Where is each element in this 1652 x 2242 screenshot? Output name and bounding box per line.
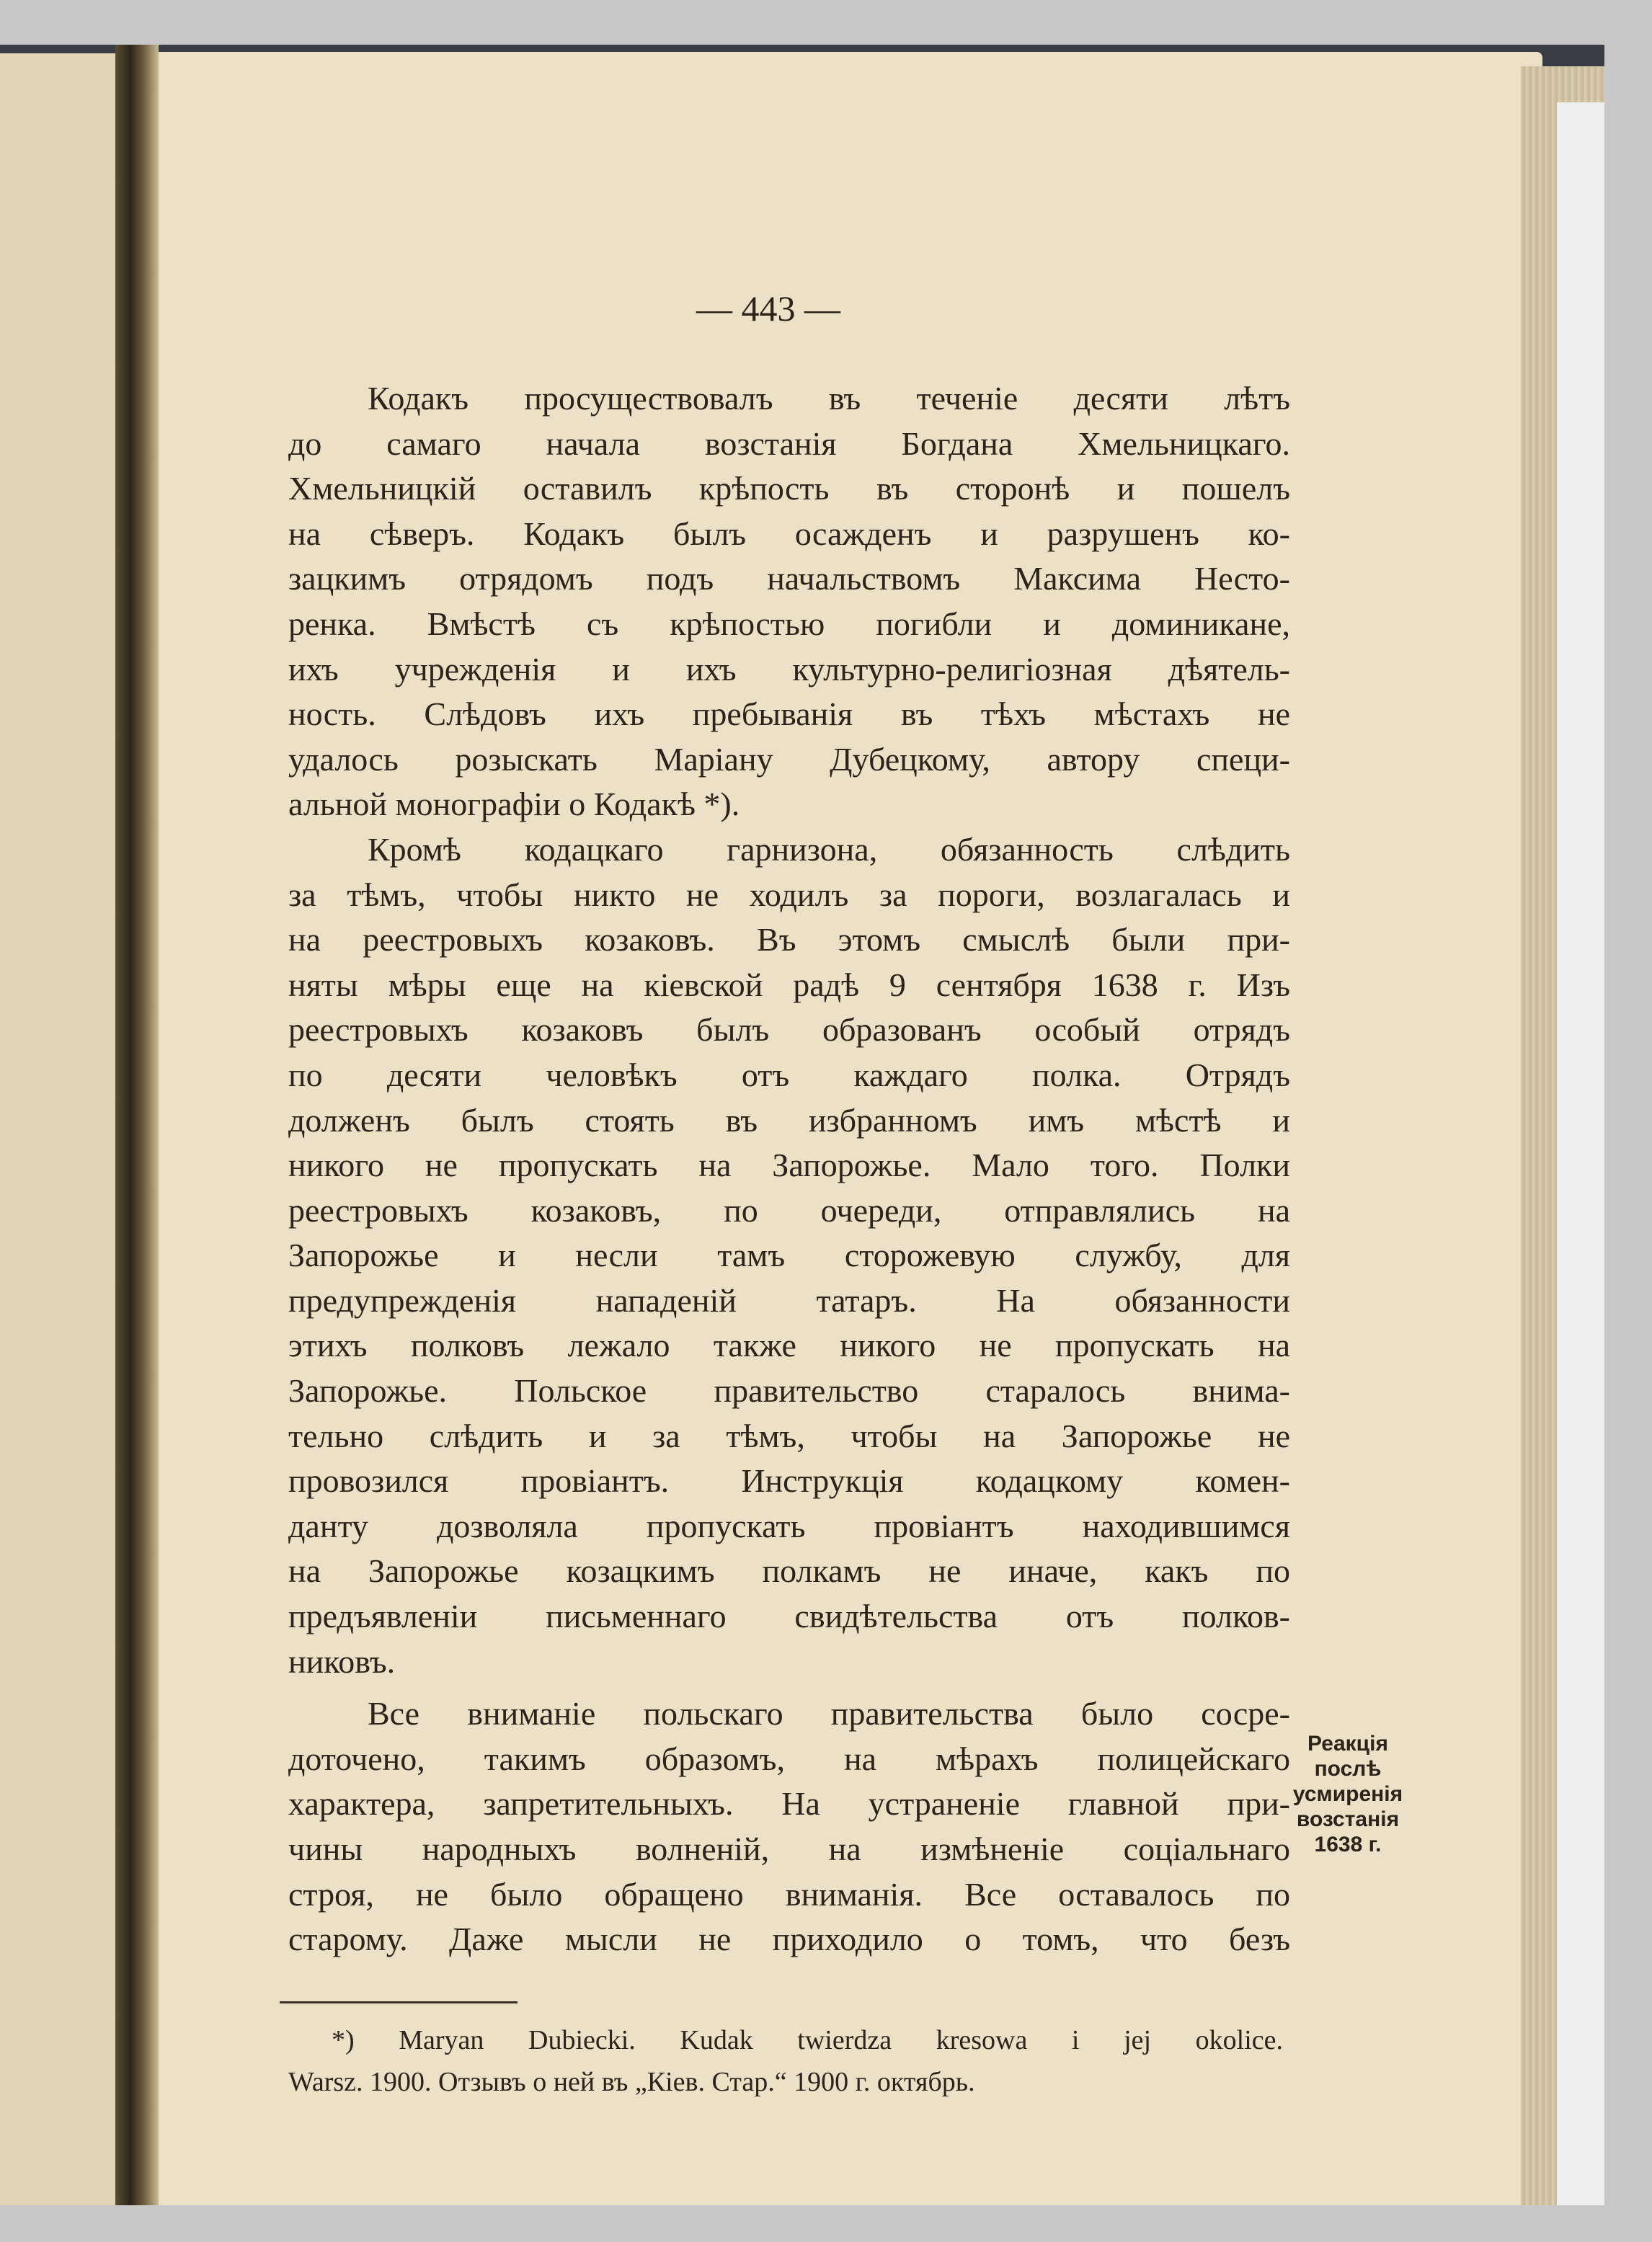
footnote (288, 2019, 1283, 2103)
scanner-margin (1557, 102, 1604, 2205)
side-note-line: 1638 г. (1314, 1833, 1382, 1856)
side-note-line: послѣ (1314, 1757, 1382, 1781)
text-line: долженъ былъ стоять въ избранномъ имъ мѣстѣ и (288, 1101, 1290, 1139)
text-line: тельно слѣдить и за тѣмъ, чтобы на Запорожье не (288, 1417, 1290, 1454)
text-line: на Запорожье козацкимъ полкамъ не иначе, какъ по (288, 1552, 1290, 1590)
text-line: няты мѣры еще на кіевской радѣ 9 сентября 1638 г. Изъ (288, 966, 1290, 1003)
side-note-line: усмиренія (1292, 1782, 1403, 1806)
body-text (288, 376, 1290, 1962)
paragraph (288, 1691, 1290, 1962)
side-note (1290, 1731, 1405, 1857)
text-line: альной монографіи о Кодакѣ *). (288, 786, 740, 823)
text-line: чины народныхъ волненій, на измѣненіе соціальнаго (288, 1830, 1290, 1867)
text-line: за тѣмъ, чтобы никто не ходилъ за пороги, возлагалась и (288, 876, 1290, 913)
text-line: Кодакъ просуществовалъ въ теченіе десяти лѣтъ (368, 380, 1290, 417)
text-line: на сѣверъ. Кодакъ былъ осажденъ и разрушенъ ко- (288, 515, 1290, 552)
text-line: доточено, такимъ образомъ, на мѣрахъ полицейскаго (288, 1740, 1290, 1777)
scanned-book-spread (0, 45, 1604, 2205)
side-note-line: Реакція (1307, 1732, 1388, 1756)
text-line: Все вниманіе польскаго правительства было сосре- (368, 1695, 1290, 1732)
text-line: ность. Слѣдовъ ихъ пребыванія въ тѣхъ мѣстахъ не (288, 695, 1290, 733)
footnote-line: Warsz. 1900. Отзывъ о ней въ „Кіев. Стар.“ 1900 г. октябрь. (288, 2067, 975, 2097)
footnote-line: *) Maryan Dubiecki. Kudak twierdza kresowa i jej okolice. (332, 2025, 1283, 2055)
paragraph (288, 376, 1290, 827)
left-page (0, 53, 115, 2205)
right-page (137, 52, 1542, 2205)
text-line: реестровыхъ козаковъ былъ образованъ особый отрядъ (288, 1011, 1290, 1049)
book-gutter (115, 45, 159, 2205)
text-line: ихъ учрежденія и ихъ культурно-религіозная дѣятель- (288, 650, 1290, 688)
text-line: предупрежденія нападеній татаръ. На обязанности (288, 1281, 1290, 1319)
text-line: провозился провіантъ. Инструкція кодацкому комен- (288, 1462, 1290, 1500)
text-line: ренка. Вмѣстѣ съ крѣпостью погибли и доминикане, (288, 605, 1290, 642)
page-number: — 443 — (696, 288, 840, 329)
text-line: этихъ полковъ лежало также никого не пропускать на (288, 1327, 1290, 1364)
text-line: зацкимъ отрядомъ подъ начальствомъ Максима Несто- (288, 560, 1290, 597)
footnote-rule (280, 2001, 518, 2003)
text-line: старому. Даже мысли не приходило о томъ, что безъ (288, 1921, 1290, 1958)
text-line: удалось розыскать Маріану Дубецкому, автору специ- (288, 740, 1290, 778)
text-line: Запорожье и несли тамъ сторожевую службу, для (288, 1237, 1290, 1274)
text-line: данту дозволяла пропускать провіантъ находившимся (288, 1507, 1290, 1544)
side-note-line: возстанія (1296, 1807, 1400, 1831)
text-line: по десяти человѣкъ отъ каждаго полка. Отрядъ (288, 1056, 1290, 1093)
text-line: никого не пропускать на Запорожье. Мало того. Полки (288, 1147, 1290, 1184)
text-line: до самаго начала возстанія Богдана Хмельницкаго. (288, 424, 1290, 462)
text-line: Запорожье. Польское правительство старалось внима- (288, 1372, 1290, 1410)
text-line: на реестровыхъ козаковъ. Въ этомъ смыслѣ были при- (288, 921, 1290, 958)
text-line: никовъ. (288, 1642, 396, 1680)
text-line: Хмельницкій оставилъ крѣпость въ сторонѣ и пошелъ (288, 470, 1290, 507)
text-line: строя, не было обращено вниманія. Все оставалось по (288, 1875, 1290, 1913)
text-line: предъявленіи письменнаго свидѣтельства отъ полков- (288, 1598, 1290, 1635)
text-line: Кромѣ кодацкаго гарнизона, обязанность слѣдить (368, 830, 1290, 868)
paragraph (288, 827, 1290, 1684)
text-line: реестровыхъ козаковъ, по очереди, отправлялись на (288, 1191, 1290, 1229)
text-line: характера, запретительныхъ. На устраненіе главной при- (288, 1785, 1290, 1823)
